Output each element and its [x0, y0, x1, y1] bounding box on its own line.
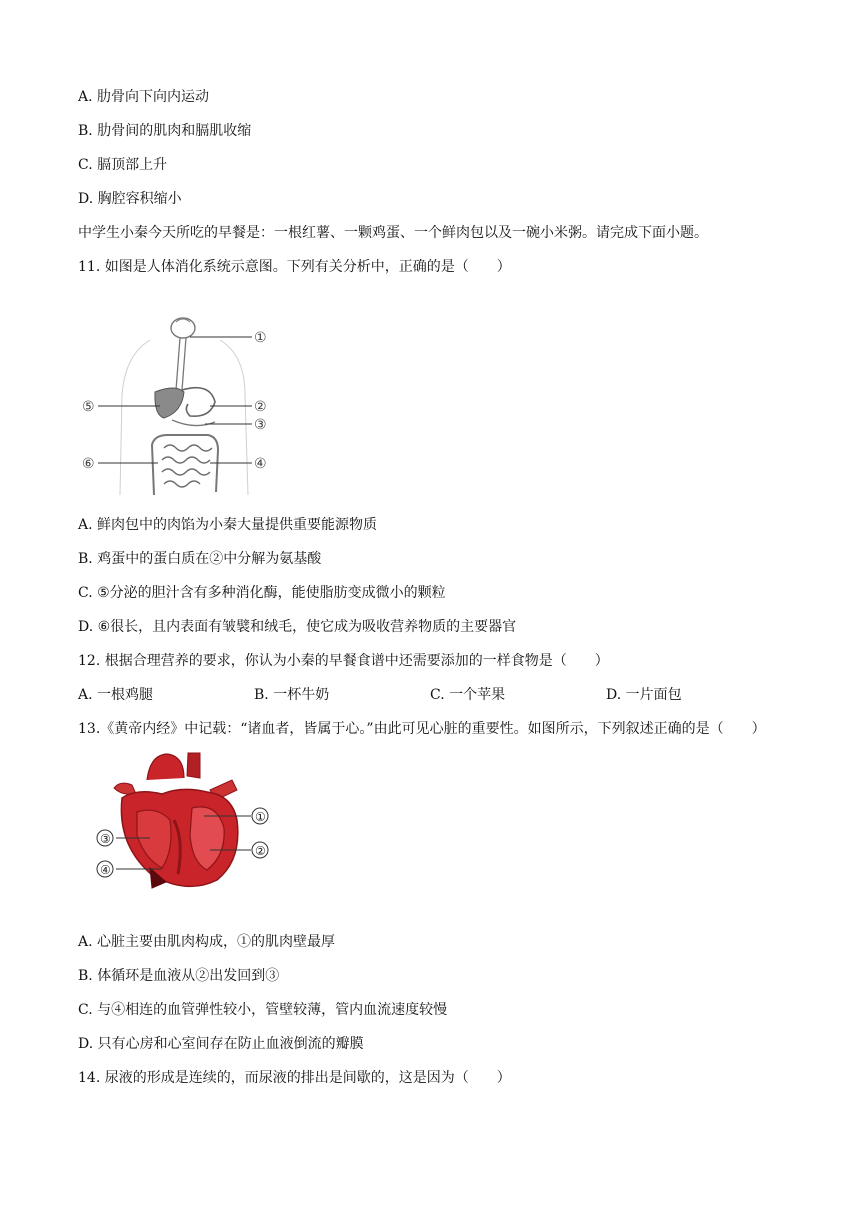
digestive-system-diagram	[80, 300, 285, 505]
figure-label-6: ⑥	[82, 456, 95, 472]
heart-label-2: ②	[255, 844, 266, 858]
q10-option-b: B. 肋骨间的肌肉和膈肌收缩	[78, 123, 252, 139]
q11-option-b: B. 鸡蛋中的蛋白质在②中分解为氨基酸	[78, 551, 322, 567]
heart-figure	[92, 750, 282, 900]
q14-stem: 14. 尿液的形成是连续的，而尿液的排出是间歇的，这是因为（ ）	[78, 1070, 511, 1086]
figure-label-2: ②	[254, 399, 267, 415]
q13-option-b: B. 体循环是血液从②出发回到③	[78, 968, 280, 984]
q11-option-a: A. 鲜肉包中的肉馅为小秦大量提供重要能源物质	[78, 517, 378, 533]
passage-intro: 中学生小秦今天所吃的早餐是：一根红薯、一颗鸡蛋、一个鲜肉包以及一碗小米粥。请完成下面小题。	[78, 225, 708, 241]
q13-option-d: D. 只有心房和心室间存在防止血液倒流的瓣膜	[78, 1036, 364, 1052]
q10-option-a: A. 肋骨向下向内运动	[78, 89, 210, 105]
heart-label-3: ③	[100, 832, 111, 846]
q10-option-d: D. 胸腔容积缩小	[78, 191, 182, 207]
q13-option-a: A. 心脏主要由肌肉构成，①的肌肉壁最厚	[78, 934, 336, 950]
q12-option-c: C. 一个苹果	[430, 687, 506, 703]
heart-label-1: ①	[255, 810, 266, 824]
q12-option-b: B. 一杯牛奶	[254, 687, 330, 703]
q13-stem: 13.《黄帝内经》中记载：“诸血者，皆属于心。”由此可见心脏的重要性。如图所示，下列叙述正确的是（ ）	[78, 721, 766, 737]
q12-stem: 12. 根据合理营养的要求，你认为小秦的早餐食谱中还需要添加的一样食物是（ ）	[78, 653, 609, 669]
figure-label-5: ⑤	[82, 399, 95, 415]
q11-option-d: D. ⑥很长，且内表面有皱襞和绒毛，使它成为吸收营养物质的主要器官	[78, 619, 517, 635]
q11-option-c: C. ⑤分泌的胆汁含有多种消化酶，能使脂肪变成微小的颗粒	[78, 585, 446, 601]
digestive-system-figure	[80, 300, 285, 505]
q12-option-a: A. 一根鸡腿	[78, 687, 154, 703]
q13-option-c: C. 与④相连的血管弹性较小，管壁较薄，管内血流速度较慢	[78, 1002, 448, 1018]
figure-label-1: ①	[254, 330, 267, 346]
figure-label-4: ④	[254, 456, 267, 472]
q12-option-d: D. 一片面包	[606, 687, 682, 703]
q11-stem: 11. 如图是人体消化系统示意图。下列有关分析中，正确的是（ ）	[78, 259, 511, 275]
figure-label-3: ③	[254, 417, 267, 433]
heart-label-4: ④	[100, 863, 111, 877]
heart-diagram	[92, 750, 282, 900]
q10-option-c: C. 膈顶部上升	[78, 157, 168, 173]
